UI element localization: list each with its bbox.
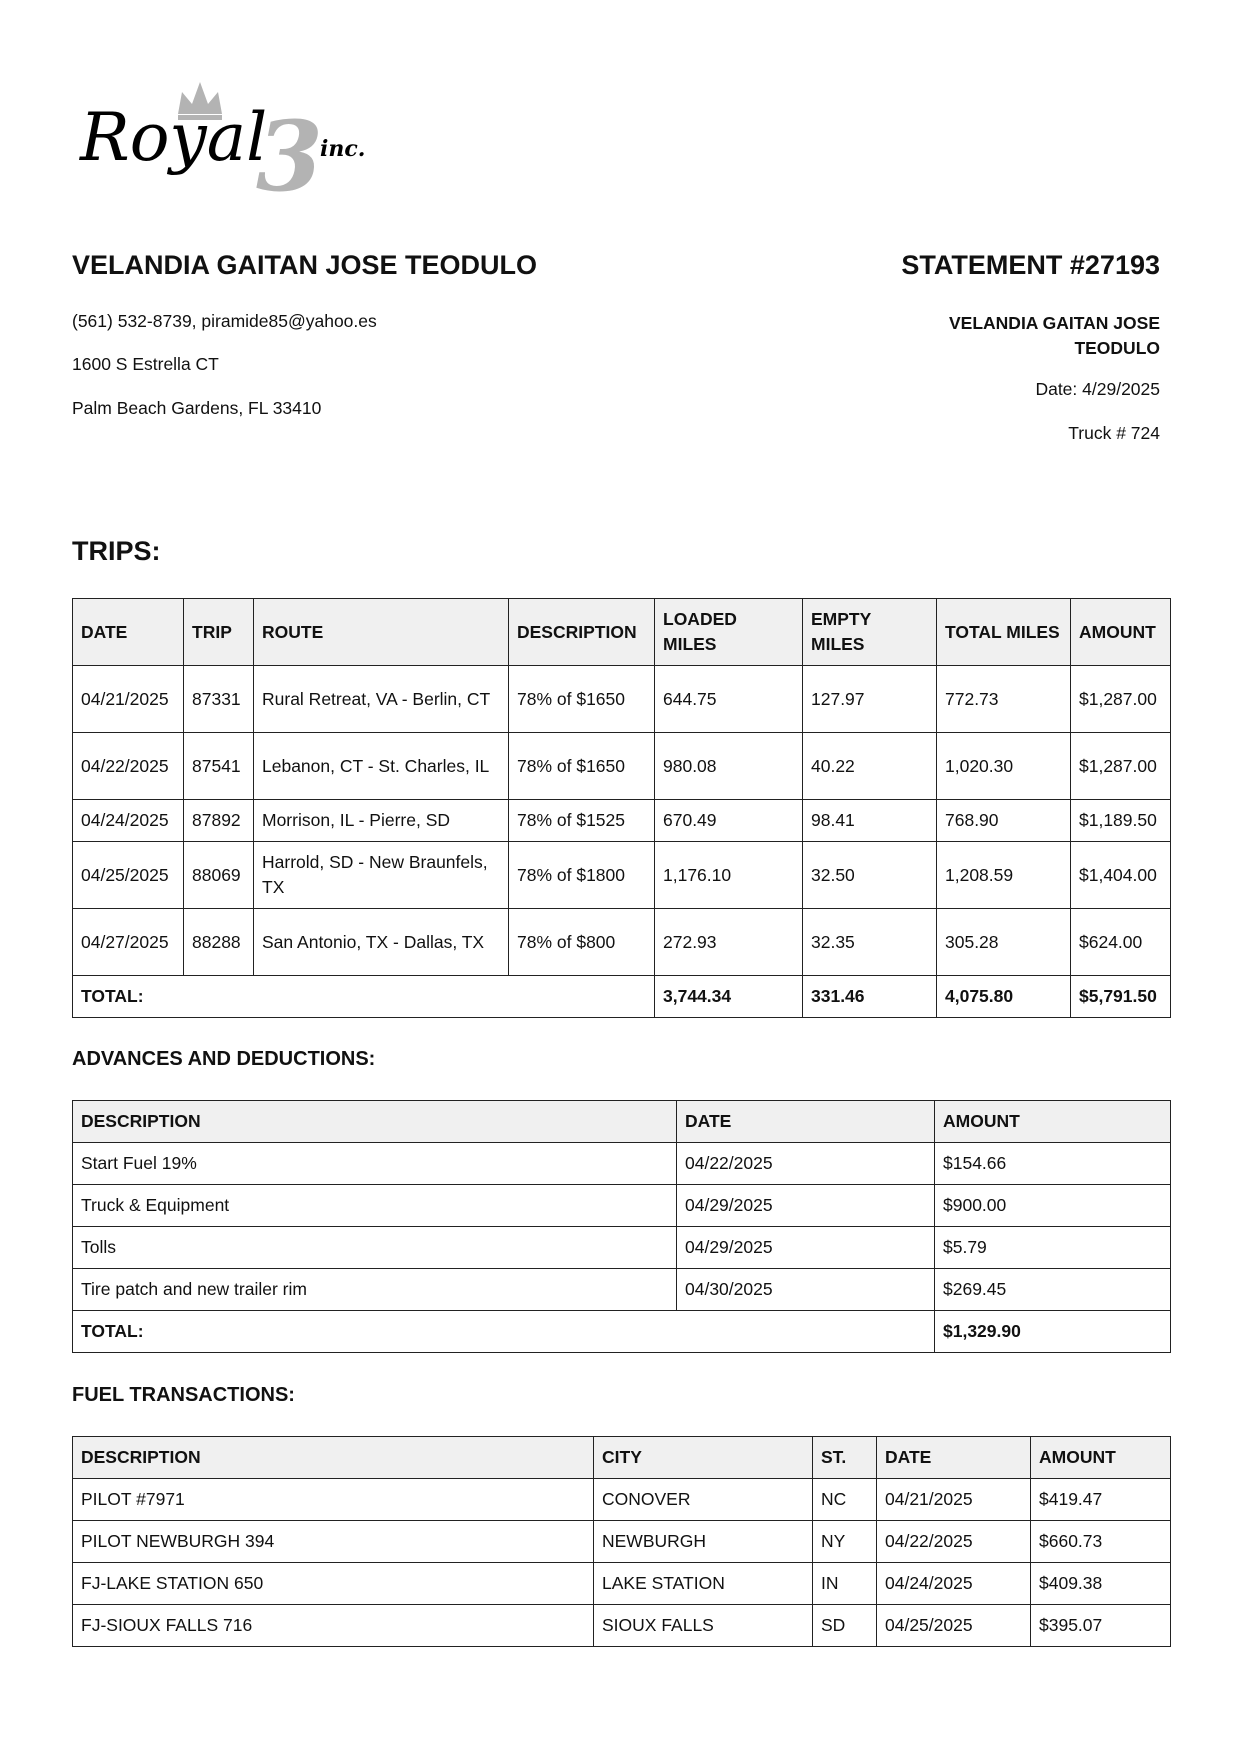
table-header-row	[73, 1437, 1171, 1479]
fuel-city: NEWBURGH	[594, 1521, 813, 1563]
column-header: DATE	[677, 1101, 935, 1143]
fuel-date: 04/21/2025	[877, 1479, 1031, 1521]
fuel-heading: FUEL TRANSACTIONS:	[72, 1384, 295, 1406]
table-header-row	[73, 599, 1171, 666]
column-header: AMOUNT	[935, 1101, 1171, 1143]
trip-description: 78% of $800	[509, 909, 655, 976]
table-row	[73, 1479, 1171, 1521]
trip-amount: $1,189.50	[1071, 800, 1171, 842]
table-row	[73, 1185, 1171, 1227]
table-row	[73, 1521, 1171, 1563]
table-row	[73, 1269, 1171, 1311]
table-row	[73, 1605, 1171, 1647]
column-header: AMOUNT	[1071, 599, 1171, 666]
column-header: DATE	[877, 1437, 1031, 1479]
fuel-state: NY	[813, 1521, 877, 1563]
trip-loaded-miles: 1,176.10	[655, 842, 803, 909]
trip-total-miles: 305.28	[937, 909, 1071, 976]
statement-date: Date: 4/29/2025	[1035, 379, 1160, 399]
trip-empty-miles: 98.41	[803, 800, 937, 842]
logo-suffix: inc.	[320, 136, 366, 162]
trip-date: 04/21/2025	[73, 666, 184, 733]
trip-number: 88069	[184, 842, 254, 909]
trip-total-miles: 772.73	[937, 666, 1071, 733]
logo-wordmark: Royal	[80, 99, 268, 176]
column-header: TOTAL MILES	[937, 599, 1071, 666]
trip-route: Rural Retreat, VA - Berlin, CT	[254, 666, 509, 733]
column-header: ST.	[813, 1437, 877, 1479]
driver-address-line2: Palm Beach Gardens, FL 33410	[72, 398, 322, 418]
trip-description: 78% of $1800	[509, 842, 655, 909]
driver-address-line1: 1600 S Estrella CT	[72, 354, 219, 374]
trip-empty-miles: 40.22	[803, 733, 937, 800]
advances-total-row	[73, 1311, 1171, 1353]
table-row	[73, 1227, 1171, 1269]
trip-description: 78% of $1650	[509, 733, 655, 800]
advances-heading: ADVANCES AND DEDUCTIONS:	[72, 1048, 376, 1070]
fuel-description: FJ-SIOUX FALLS 716	[73, 1605, 594, 1647]
table-row	[73, 1563, 1171, 1605]
table-row	[73, 800, 1171, 842]
advance-date: 04/22/2025	[677, 1143, 935, 1185]
advance-amount: $5.79	[935, 1227, 1171, 1269]
trip-total-miles: 1,020.30	[937, 733, 1071, 800]
trip-description: 78% of $1650	[509, 666, 655, 733]
advance-date: 04/29/2025	[677, 1227, 935, 1269]
column-header: EMPTY MILES	[803, 599, 937, 666]
trip-amount: $1,287.00	[1071, 733, 1171, 800]
fuel-description: FJ-LAKE STATION 650	[73, 1563, 594, 1605]
fuel-amount: $660.73	[1031, 1521, 1171, 1563]
fuel-date: 04/24/2025	[877, 1563, 1031, 1605]
table-row	[73, 909, 1171, 976]
advances-table	[72, 1100, 1171, 1353]
fuel-state: IN	[813, 1563, 877, 1605]
trip-loaded-miles: 980.08	[655, 733, 803, 800]
trip-total-miles: 768.90	[937, 800, 1071, 842]
trip-description: 78% of $1525	[509, 800, 655, 842]
logo-numeral: 3	[256, 100, 323, 193]
fuel-state: SD	[813, 1605, 877, 1647]
trips-total-row	[73, 976, 1171, 1018]
driver-name: VELANDIA GAITAN JOSE TEODULO	[72, 250, 538, 280]
trip-number: 87892	[184, 800, 254, 842]
advance-description: Tolls	[73, 1227, 677, 1269]
total-label: TOTAL:	[73, 976, 655, 1018]
driver-contact: (561) 532-8739, piramide85@yahoo.es	[72, 311, 377, 331]
trip-number: 87331	[184, 666, 254, 733]
table-row	[73, 733, 1171, 800]
column-header: AMOUNT	[1031, 1437, 1171, 1479]
table-header-row	[73, 1101, 1171, 1143]
column-header: DESCRIPTION	[73, 1437, 594, 1479]
statement-title: STATEMENT #27193	[901, 250, 1160, 280]
fuel-city: SIOUX FALLS	[594, 1605, 813, 1647]
trip-date: 04/25/2025	[73, 842, 184, 909]
fuel-date: 04/25/2025	[877, 1605, 1031, 1647]
fuel-date: 04/22/2025	[877, 1521, 1031, 1563]
trip-empty-miles: 32.35	[803, 909, 937, 976]
column-header: LOADED MILES	[655, 599, 803, 666]
trip-number: 87541	[184, 733, 254, 800]
total-loaded-miles: 3,744.34	[655, 976, 803, 1018]
column-header: CITY	[594, 1437, 813, 1479]
advance-description: Tire patch and new trailer rim	[73, 1269, 677, 1311]
trip-amount: $624.00	[1071, 909, 1171, 976]
table-row	[73, 1143, 1171, 1185]
trip-loaded-miles: 670.49	[655, 800, 803, 842]
advance-date: 04/30/2025	[677, 1269, 935, 1311]
total-amount: $1,329.90	[935, 1311, 1171, 1353]
total-label: TOTAL:	[73, 1311, 935, 1353]
fuel-city: LAKE STATION	[594, 1563, 813, 1605]
total-amount: $5,791.50	[1071, 976, 1171, 1018]
table-row	[73, 842, 1171, 909]
trip-loaded-miles: 644.75	[655, 666, 803, 733]
trip-route: Harrold, SD - New Braunfels, TX	[254, 842, 509, 909]
trip-date: 04/22/2025	[73, 733, 184, 800]
total-empty-miles: 331.46	[803, 976, 937, 1018]
trip-number: 88288	[184, 909, 254, 976]
trip-route: San Antonio, TX - Dallas, TX	[254, 909, 509, 976]
fuel-description: PILOT NEWBURGH 394	[73, 1521, 594, 1563]
trips-heading: TRIPS:	[72, 536, 161, 566]
trip-amount: $1,404.00	[1071, 842, 1171, 909]
truck-number: Truck # 724	[1068, 423, 1160, 443]
fuel-description: PILOT #7971	[73, 1479, 594, 1521]
statement-driver-name: VELANDIA GAITAN JOSE TEODULO	[949, 313, 1160, 358]
column-header: DATE	[73, 599, 184, 666]
fuel-city: CONOVER	[594, 1479, 813, 1521]
trip-empty-miles: 127.97	[803, 666, 937, 733]
fuel-amount: $419.47	[1031, 1479, 1171, 1521]
column-header: TRIP	[184, 599, 254, 666]
advance-description: Start Fuel 19%	[73, 1143, 677, 1185]
trip-amount: $1,287.00	[1071, 666, 1171, 733]
column-header: DESCRIPTION	[73, 1101, 677, 1143]
trip-loaded-miles: 272.93	[655, 909, 803, 976]
advance-amount: $269.45	[935, 1269, 1171, 1311]
fuel-amount: $395.07	[1031, 1605, 1171, 1647]
trip-empty-miles: 32.50	[803, 842, 937, 909]
column-header: ROUTE	[254, 599, 509, 666]
company-logo	[78, 78, 383, 193]
advance-amount: $154.66	[935, 1143, 1171, 1185]
trip-date: 04/24/2025	[73, 800, 184, 842]
total-miles: 4,075.80	[937, 976, 1071, 1018]
trip-route: Lebanon, CT - St. Charles, IL	[254, 733, 509, 800]
trip-route: Morrison, IL - Pierre, SD	[254, 800, 509, 842]
trips-table	[72, 598, 1171, 1018]
column-header: DESCRIPTION	[509, 599, 655, 666]
trip-total-miles: 1,208.59	[937, 842, 1071, 909]
advance-description: Truck & Equipment	[73, 1185, 677, 1227]
advance-date: 04/29/2025	[677, 1185, 935, 1227]
trip-date: 04/27/2025	[73, 909, 184, 976]
table-row	[73, 666, 1171, 733]
fuel-state: NC	[813, 1479, 877, 1521]
fuel-table	[72, 1436, 1171, 1647]
fuel-amount: $409.38	[1031, 1563, 1171, 1605]
advance-amount: $900.00	[935, 1185, 1171, 1227]
